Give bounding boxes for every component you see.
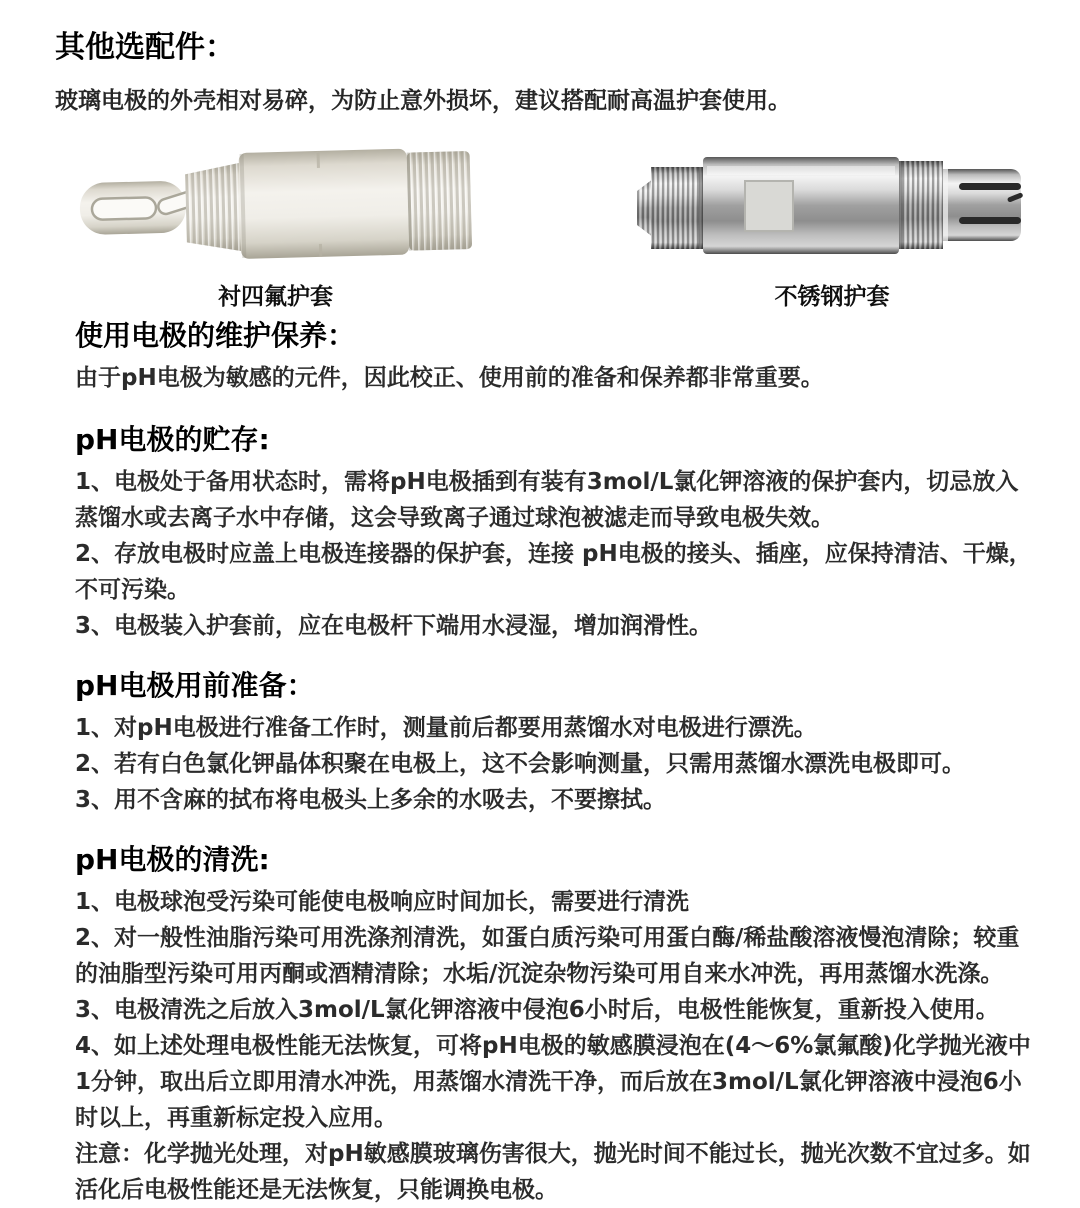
intro-text: 玻璃电极的外壳相对易碎，为防止意外损坏，建议搭配耐高温护套使用。 (55, 88, 791, 114)
preparation-item-3: 3、用不含麻的拭布将电极头上多余的水吸去，不要擦拭。 (75, 787, 667, 813)
section-maintenance-heading: 使用电极的维护保养： (75, 319, 356, 352)
section-maintenance (75, 318, 1040, 396)
storage-item-3: 3、电极装入护套前，应在电极杆下端用水浸湿，增加润滑性。 (75, 613, 713, 639)
storage-item-1: 1、电极处于备用状态时，需将pH电极插到有装有3mol/L氯化钾溶液的保护套内，切忌放入蒸馏水或去离子水中存储，这会导致离子通过球泡被滤走而导致电极失效。 (75, 469, 1019, 531)
accessory-photos (55, 148, 1040, 318)
ptfe-sleeve-photo (78, 148, 473, 266)
cleaning-item-3: 3、电极清洗之后放入3mol/L氯化钾溶液中侵泡6小时后，电极性能恢复，重新投入使用。 (75, 997, 999, 1023)
stainless-sleeve-figure (637, 153, 1027, 311)
cleaning-item-2: 2、对一般性油脂污染可用洗涤剂清洗，如蛋白质污染可用蛋白酶/稀盐酸溶液慢泡清除；较重的油脂型污染可用丙酮或酒精清除；水垢/沉淀杂物污染可用自来水冲洗，再用蒸馏水洗涤。 (75, 925, 1020, 987)
storage-item-2: 2、存放电极时应盖上电极连接器的保护套，连接 pH电极的接头、插座，应保持清洁、干燥，不可污染。 (75, 541, 1032, 603)
preparation-item-1: 1、对pH电极进行准备工作时，测量前后都要用蒸馏水对电极进行漂洗。 (75, 715, 817, 741)
preparation-item-2: 2、若有白色氯化钾晶体积聚在电极上，这不会影响测量，只需用蒸馏水漂洗电极即可。 (75, 751, 966, 777)
section-cleaning (75, 842, 1040, 1208)
ptfe-sleeve-figure (78, 148, 473, 311)
cleaning-item-1: 1、电极球泡受污染可能使电极响应时间加长，需要进行清洗 (75, 889, 690, 915)
section-preparation (75, 668, 1040, 818)
section-cleaning-heading: pH电极的清洗: (75, 843, 270, 876)
stainless-sleeve-photo (637, 153, 1027, 258)
ptfe-sleeve-caption: 衬四氟护套 (218, 284, 333, 310)
cleaning-note: 注意：化学抛光处理，对pH敏感膜玻璃伤害很大，抛光时间不能过长，抛光次数不宜过多。如活化后电极性能还是无法恢复，只能调换电极。 (75, 1141, 1031, 1203)
stainless-sleeve-caption: 不锈钢护套 (774, 284, 890, 310)
maintenance-text: 由于pH电极为敏感的元件，因此校正、使用前的准备和保养都非常重要。 (75, 365, 824, 391)
section-storage (75, 422, 1040, 644)
section-storage-heading: pH电极的贮存: (75, 423, 270, 456)
cleaning-item-4: 4、如上述处理电极性能无法恢复，可将pH电极的敏感膜浸泡在(4～6%氯氟酸)化学抛光液中1分钟，取出后立即用清水冲洗，用蒸馏水清洗干净，而后放在3mol/L氯化钾溶液中浸泡6小时以上，再重新标定投入应用。 (75, 1033, 1031, 1131)
page-title: 其他选配件： (55, 30, 235, 65)
section-preparation-heading: pH电极用前准备： (75, 669, 315, 702)
